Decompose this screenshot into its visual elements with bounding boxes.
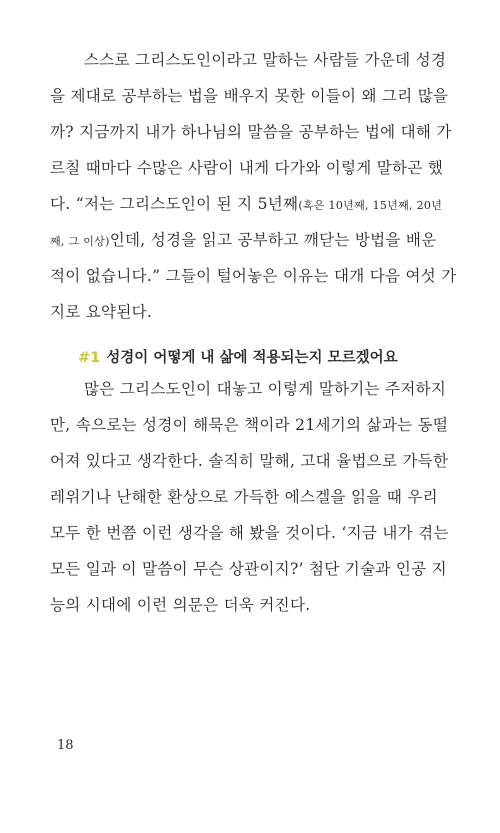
section-title: 성경이 어떻게 내 삶에 적용되는지 모르겠어요	[106, 350, 398, 366]
page-number: 18	[57, 738, 74, 753]
text-line: 모두 한 번쯤 이런 생각을 해 봤을 것이다. ‘지금 내가 겪는	[50, 524, 449, 542]
text-line: 모든 일과 이 말씀이 무슨 상관이지?’ 첨단 기술과 인공 지	[50, 560, 447, 578]
text-line: 르칠 때마다 수많은 사람이 내게 다가와 이렇게 말하곤 했	[50, 159, 444, 177]
text-line: 스스로 그리스도인이라고 말하는 사람들 가운데 성경	[84, 51, 447, 69]
text-line-parenthetical: (혹은 10년째, 15년째, 20년	[298, 199, 443, 212]
text-line: 만, 속으로는 성경이 해묵은 책이라 21세기의 삶과는 동떨	[50, 416, 449, 434]
text-line: 까? 지금까지 내가 하나님의 말씀을 공부하는 법에 대해 가	[50, 123, 452, 141]
text-line: 어져 있다고 생각한다. 솔직히 말해, 고대 율법으로 가득한	[50, 452, 449, 470]
text-line: 레위기나 난해한 환상으로 가득한 에스겔을 읽을 때 우리	[50, 488, 438, 506]
paragraph-section1	[50, 371, 450, 623]
text-line-parenthetical: 째, 그 이상)	[50, 235, 110, 248]
text-line-main: 인데, 성경을 읽고 공부하고 깨닫는 방법을 배운	[109, 231, 437, 249]
text-line: 많은 그리스도인이 대놓고 이렇게 말하기는 주저하지	[84, 380, 447, 398]
paragraph-intro	[50, 42, 457, 330]
text-line: 지로 요약된다.	[50, 303, 153, 321]
text-line	[50, 222, 450, 258]
text-line: 을 제대로 공부하는 법을 배우지 못한 이들이 왜 그리 많을	[50, 87, 449, 105]
text-line: 능의 시대에 이런 의문은 더욱 커진다.	[50, 596, 311, 614]
text-line-main: 다. “저는 그리스도인이 된 지 5년째	[50, 195, 299, 213]
section-heading	[78, 343, 398, 373]
text-line: 적이 없습니다.” 그들이 털어놓은 이유는 대개 다음 여섯 가	[50, 267, 457, 285]
text-line	[50, 186, 450, 222]
section-marker: #1	[78, 350, 101, 366]
